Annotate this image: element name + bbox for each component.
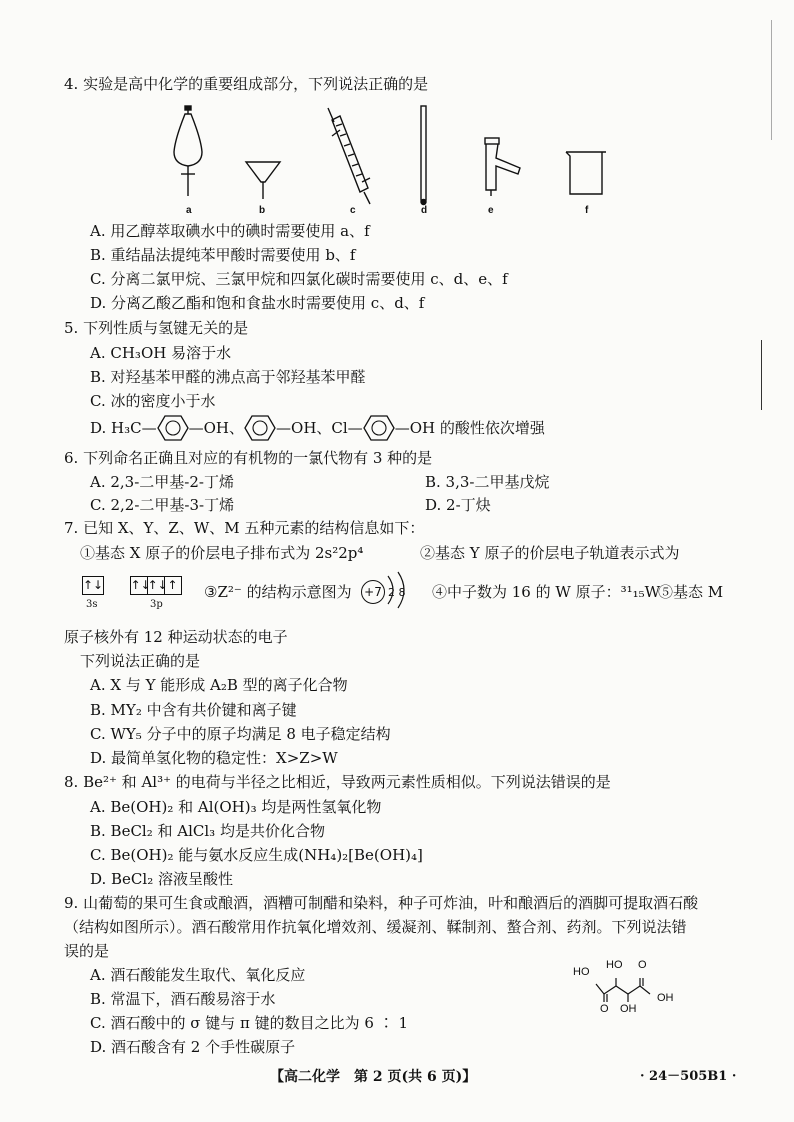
electron-shells: 2 8 bbox=[388, 585, 406, 599]
struct-o-top: O bbox=[638, 959, 647, 971]
q9-stem-1: 9. 山葡萄的果可生食或酿酒，酒糟可制醋和染料，种子可炸油，叶和酿酒后的酒脚可提取酒石酸 bbox=[64, 894, 699, 912]
q4-option-c: C. 分离二氯甲烷、三氯甲烷和四氯化碳时需要使用 c、d、e、f bbox=[90, 270, 508, 288]
orbital-3p-2: ↑↓ bbox=[148, 576, 165, 595]
q6-option-b: B. 3,3-二甲基戊烷 bbox=[425, 473, 550, 491]
separatory-funnel-icon bbox=[174, 106, 202, 196]
q9-option-c: C. 酒石酸中的 σ 键与 π 键的数目之比为 6 ∶ 1 bbox=[90, 1014, 409, 1032]
q5-option-d bbox=[90, 414, 545, 442]
q4-option-a: A. 用乙醇萃取碘水中的碘时需要使用 a、f bbox=[90, 222, 370, 240]
label-c: c bbox=[350, 205, 356, 216]
q7-info-2: ②基态 Y 原子的价层电子轨道表示式为 bbox=[420, 544, 680, 562]
scan-artifact-line bbox=[761, 340, 762, 410]
label-b: b bbox=[259, 205, 266, 216]
q5-stem: 5. 下列性质与氢键无关的是 bbox=[64, 319, 249, 337]
q5-option-b: B. 对羟基苯甲醛的沸点高于邻羟基苯甲醛 bbox=[90, 368, 366, 386]
q7-option-b: B. MY₂ 中含有共价键和离子键 bbox=[90, 701, 297, 719]
label-a: a bbox=[186, 205, 192, 216]
q4-option-b: B. 重结晶法提纯苯甲酸时需要使用 b、f bbox=[90, 246, 356, 264]
q5-d-suffix: —OH 的酸性依次增强 bbox=[394, 418, 545, 437]
q8-stem: 8. Be²⁺ 和 Al³⁺ 的电荷与半径之比相近，导致两元素性质相似。下列说法错误的是 bbox=[64, 773, 611, 791]
struct-ho-left: HO bbox=[573, 966, 590, 978]
struct-ho-top: HO bbox=[606, 959, 623, 971]
thermometer-icon bbox=[421, 106, 426, 205]
q7-option-d: D. 最简单氢化物的稳定性：X>Z>W bbox=[90, 749, 338, 767]
q7-option-c: C. WY₅ 分子中的原子均满足 8 电子稳定结构 bbox=[90, 725, 391, 743]
apparatus-figure bbox=[150, 104, 630, 216]
orbital-3p-label: 3p bbox=[150, 599, 163, 610]
q6-option-a: A. 2,3-二甲基-2-丁烯 bbox=[90, 473, 234, 491]
q7-info-1: ①基态 X 原子的价层电子排布式为 2s²2p⁴ bbox=[80, 544, 364, 562]
q5-option-a: A. CH₃OH 易溶于水 bbox=[90, 344, 232, 362]
q7-info-5b: 原子核外有 12 种运动状态的电子 bbox=[64, 628, 288, 646]
benzene-ring-icon bbox=[363, 414, 395, 442]
q8-option-b: B. BeCl₂ 和 AlCl₃ 均是共价化合物 bbox=[90, 822, 325, 840]
q7-stem: 7. 已知 X、Y、Z、W、M 五种元素的结构信息如下： bbox=[64, 519, 425, 537]
q4-option-d: D. 分离乙酸乙酯和饱和食盐水时需要使用 c、d、f bbox=[90, 294, 425, 312]
beaker-icon bbox=[566, 152, 606, 194]
benzene-ring-icon bbox=[244, 414, 276, 442]
q7-info-3: ③Z²⁻ 的结构示意图为 bbox=[204, 583, 352, 601]
q7-sub-stem: 下列说法正确的是 bbox=[80, 652, 201, 670]
condenser-icon bbox=[328, 108, 370, 204]
q9-option-d: D. 酒石酸含有 2 个手性碳原子 bbox=[90, 1038, 296, 1056]
label-e: e bbox=[488, 205, 494, 216]
struct-oh-right: OH bbox=[657, 992, 674, 1004]
orbital-diagram bbox=[82, 576, 182, 598]
q5-d-sep-2: 、Cl— bbox=[316, 418, 363, 437]
q5-d-oh-1: —OH bbox=[188, 418, 229, 437]
benzene-ring-icon bbox=[157, 414, 189, 442]
orbital-3p-1: ↑↓ bbox=[130, 576, 148, 595]
funnel-icon bbox=[246, 162, 280, 199]
q9-option-b: B. 常温下，酒石酸易溶于水 bbox=[90, 990, 276, 1008]
q7-info-4: ④中子数为 16 的 W 原子：³¹₁₅W bbox=[432, 583, 661, 601]
q7-info-5: ⑤基态 M bbox=[658, 583, 724, 601]
q5-d-prefix: D. H₃C— bbox=[90, 418, 157, 437]
q8-option-a: A. Be(OH)₂ 和 Al(OH)₃ 均是两性氢氧化物 bbox=[90, 798, 382, 816]
q4-stem: 4. 实验是高中化学的重要组成部分，下列说法正确的是 bbox=[64, 75, 429, 93]
label-d: d bbox=[421, 205, 428, 216]
q5-d-oh-2: —OH bbox=[276, 418, 317, 437]
q8-option-c: C. Be(OH)₂ 能与氨水反应生成(NH₄)₂[Be(OH)₄] bbox=[90, 846, 423, 864]
struct-oh-bottom: OH bbox=[620, 1003, 637, 1015]
label-f: f bbox=[585, 205, 589, 216]
orbital-3s: ↑↓ bbox=[82, 576, 104, 595]
q9-stem-3: 误的是 bbox=[64, 942, 110, 960]
orbital-3p-3: ↑ bbox=[165, 576, 182, 595]
q9-stem-2: （结构如图所示）。酒石酸常用作抗氧化增效剂、缓凝剂、鞣制剂、螯合剂、药剂。下列说法错 bbox=[64, 918, 687, 936]
q5-d-sep-1: 、 bbox=[229, 418, 245, 437]
q6-stem: 6. 下列命名正确且对应的有机物的一氯代物有 3 种的是 bbox=[64, 449, 433, 467]
q5-option-c: C. 冰的密度小于水 bbox=[90, 392, 216, 410]
q6-option-c: C. 2,2-二甲基-3-丁烯 bbox=[90, 496, 235, 514]
q9-option-a: A. 酒石酸能发生取代、氧化反应 bbox=[90, 966, 306, 984]
orbital-3s-label: 3s bbox=[86, 599, 98, 610]
shell-arcs-icon bbox=[384, 570, 414, 610]
q8-option-d: D. BeCl₂ 溶液呈酸性 bbox=[90, 870, 233, 888]
nucleus: +7 bbox=[361, 580, 385, 604]
adapter-icon bbox=[485, 138, 520, 196]
scan-artifact-line bbox=[771, 20, 772, 140]
footer-code: · 24－505B1 · bbox=[640, 1069, 737, 1084]
q6-option-d: D. 2-丁炔 bbox=[425, 496, 491, 514]
struct-o-bottom: O bbox=[600, 1003, 609, 1015]
footer-page-info: 【高二化学 第 2 页(共 6 页)】 bbox=[270, 1069, 477, 1085]
q7-option-a: A. X 与 Y 能形成 A₂B 型的离子化合物 bbox=[90, 676, 348, 694]
